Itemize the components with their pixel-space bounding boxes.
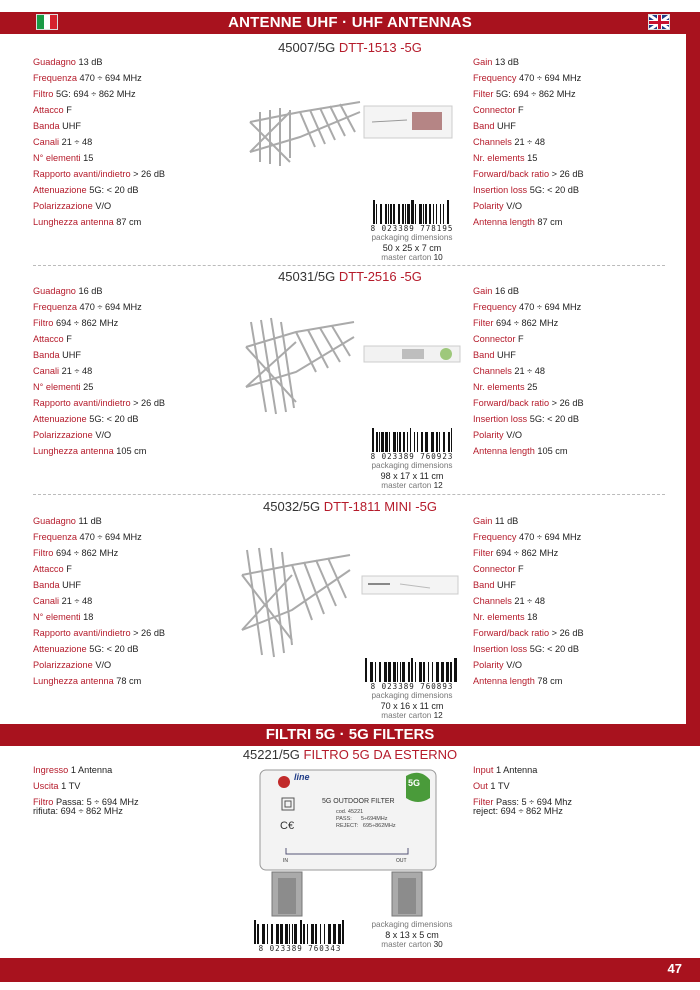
antenna-image [232, 540, 356, 670]
spec-row [473, 86, 584, 102]
spec-label: Channels [473, 366, 512, 376]
packaging-image [360, 570, 460, 607]
spec-label: Banda [33, 580, 60, 590]
spec-value: Pass: 5 ÷ 694 Mhz [495, 797, 573, 807]
spec-row [33, 529, 165, 545]
spec-value: 21 ÷ 48 [61, 137, 93, 147]
spec-label: Banda [33, 121, 60, 131]
barcode-number: 8 023389 760923 [370, 452, 454, 461]
spec-label: Guadagno [33, 57, 76, 67]
spec-row [33, 102, 165, 118]
spec-value: V/O [506, 660, 523, 670]
spec-value: 21 ÷ 48 [514, 137, 545, 147]
spec-label: Attenuazione [33, 414, 87, 424]
pack-dimensions: 50 x 25 x 7 cm [382, 243, 442, 253]
spec-label: Nr. elements [473, 382, 525, 392]
spec-label: Forward/back ratio [473, 169, 550, 179]
specs-english [473, 762, 572, 816]
spec-value: 78 cm [537, 676, 563, 686]
spec-label: Attacco [33, 564, 64, 574]
spec-row [473, 529, 584, 545]
spec-value: > 26 dB [551, 628, 584, 638]
pack-dimensions: 70 x 16 x 11 cm [380, 701, 444, 711]
spec-value: 13 dB [494, 57, 519, 67]
reject-range: rifiuta: 694 ÷ 862 MHz [33, 806, 123, 816]
product-code: 45031/5G [278, 269, 336, 284]
spec-value: 5G: 694 ÷ 862 MHz [495, 89, 576, 99]
spec-row [473, 443, 584, 459]
spec-row [473, 513, 584, 529]
spec-value: 470 ÷ 694 MHz [79, 532, 142, 542]
specs-italian [33, 513, 165, 689]
spec-row [33, 134, 165, 150]
spec-row [33, 379, 165, 395]
spec-value: 5G: < 20 dB [89, 644, 139, 654]
spec-row [33, 778, 139, 794]
spec-label: Insertion loss [473, 185, 528, 195]
product-title [0, 40, 700, 55]
carton-label: master carton [381, 711, 432, 720]
spec-value: 11 dB [494, 516, 519, 526]
pack-dimensions: 98 x 17 x 11 cm [380, 471, 444, 481]
spec-label: Lunghezza antenna [33, 446, 114, 456]
spec-value: 470 ÷ 694 MHz [79, 302, 142, 312]
spec-row [33, 609, 165, 625]
spec-label: Rapporto avanti/indietro [33, 169, 131, 179]
spec-row [33, 283, 165, 299]
spec-row [33, 577, 165, 593]
spec-row [473, 102, 584, 118]
product-name: DTT-1513 -5G [338, 40, 422, 55]
spec-label: Frequency [473, 73, 517, 83]
specs-english [473, 513, 584, 689]
spec-row [33, 513, 165, 529]
spec-label: Polarity [473, 201, 504, 211]
spec-label: Band [473, 580, 495, 590]
carton-label: master carton [381, 481, 432, 490]
spec-value: 694 ÷ 862 MHz [495, 548, 559, 558]
spec-value: F [66, 105, 72, 115]
spec-row [473, 625, 584, 641]
spec-row [33, 182, 165, 198]
spec-row [33, 86, 165, 102]
spec-value: V/O [506, 201, 523, 211]
spec-row [473, 182, 584, 198]
spec-row [33, 363, 165, 379]
spec-row [33, 641, 165, 657]
spec-label: Nr. elements [473, 612, 525, 622]
spec-row [473, 411, 584, 427]
spec-label: Channels [473, 596, 512, 606]
specs-italian [33, 283, 165, 459]
pack-dimensions: 8 x 13 x 5 cm [385, 930, 439, 940]
spec-label: Polarizzazione [33, 660, 93, 670]
spec-row [473, 778, 572, 794]
spec-label: Rapporto avanti/indietro [33, 398, 131, 408]
spec-label: Frequenza [33, 302, 77, 312]
spec-row [473, 657, 584, 673]
product-code: 45221/5G [242, 747, 300, 762]
barcode-icon [250, 920, 350, 944]
spec-label: Canali [33, 137, 60, 147]
spec-label: Frequency [473, 532, 517, 542]
spec-value: F [517, 334, 524, 344]
spec-label: Polarizzazione [33, 430, 93, 440]
spec-value: 470 ÷ 694 MHz [518, 73, 582, 83]
barcode-number: 8 023389 778195 [370, 224, 454, 233]
spec-value: > 26 dB [551, 398, 584, 408]
spec-label: Filter [473, 89, 494, 99]
spec-row [33, 427, 165, 443]
spec-value: 78 cm [116, 676, 142, 686]
antenna-image [240, 92, 370, 187]
spec-row [473, 363, 584, 379]
spec-label: Insertion loss [473, 644, 528, 654]
spec-label: Polarity [473, 430, 504, 440]
spec-value: 694 ÷ 862 MHz [55, 548, 119, 558]
product-name: FILTRO 5G DA ESTERNO [303, 747, 458, 762]
spec-value: > 26 dB [133, 628, 166, 638]
spec-row [473, 166, 584, 182]
spec-value: 5G: < 20 dB [529, 185, 579, 195]
spec-row [33, 198, 165, 214]
spec-row [473, 198, 584, 214]
spec-row [33, 411, 165, 427]
spec-value: > 26 dB [133, 169, 166, 179]
spec-label: Banda [33, 350, 60, 360]
spec-value: 87 cm [537, 217, 563, 227]
spec-label: Antenna length [473, 446, 535, 456]
side-accent-bar [686, 34, 700, 724]
spec-label: Rapporto avanti/indietro [33, 628, 131, 638]
spec-value: 1 Antenna [496, 765, 538, 775]
spec-value: UHF [497, 580, 516, 590]
spec-value: 18 [83, 612, 94, 622]
spec-value: 21 ÷ 48 [514, 366, 545, 376]
page-footer [0, 958, 700, 982]
spec-value: 470 ÷ 694 MHz [79, 73, 142, 83]
antenna-image [236, 312, 360, 427]
uk-flag-icon [648, 14, 670, 30]
spec-label: Gain [473, 516, 493, 526]
spec-value: UHF [497, 121, 516, 131]
spec-value: 15 [83, 153, 94, 163]
page-header [0, 12, 700, 34]
barcode-icon [362, 428, 462, 452]
spec-label: Uscita [33, 781, 59, 791]
packaging-image [362, 98, 454, 153]
spec-value: 1 TV [61, 781, 81, 791]
spec-row [33, 70, 165, 86]
spec-row [473, 70, 584, 86]
spec-value: 1 TV [490, 781, 510, 791]
device-pass: PASS: 5÷694MHz [336, 816, 388, 822]
spec-label: Filtro [33, 318, 54, 328]
specs-english [473, 54, 584, 230]
spec-value: 5G: < 20 dB [529, 414, 579, 424]
spec-value: 5G: < 20 dB [89, 185, 139, 195]
spec-label: Input [473, 765, 494, 775]
spec-row [473, 299, 584, 315]
spec-row [33, 593, 165, 609]
spec-label: Filter [473, 318, 494, 328]
spec-value: 470 ÷ 694 MHz [518, 532, 582, 542]
spec-label: Polarity [473, 660, 504, 670]
spec-value: 15 [527, 153, 538, 163]
spec-row [473, 283, 584, 299]
spec-value: V/O [506, 430, 523, 440]
spec-value: 694 ÷ 862 MHz [55, 318, 119, 328]
spec-row [33, 673, 165, 689]
spec-value: UHF [62, 580, 82, 590]
spec-row [33, 443, 165, 459]
spec-label: N° elementi [33, 612, 81, 622]
pack-info [362, 920, 462, 950]
pack-label: packaging dimensions [371, 233, 453, 242]
barcode-icon [362, 200, 462, 224]
spec-value: 5G: 694 ÷ 862 MHz [55, 89, 136, 99]
pack-label: packaging dimensions [371, 920, 453, 929]
spec-value: F [517, 564, 524, 574]
spec-row [33, 166, 165, 182]
spec-value: 16 dB [494, 286, 519, 296]
spec-label: Filter [473, 548, 494, 558]
spec-value: > 26 dB [551, 169, 584, 179]
spec-value: V/O [95, 201, 112, 211]
spec-label: Polarizzazione [33, 201, 93, 211]
spec-label: Insertion loss [473, 414, 528, 424]
spec-label: Gain [473, 286, 493, 296]
page-number: 47 [667, 961, 682, 976]
spec-label: Filtro [33, 797, 54, 807]
spec-row [33, 54, 165, 70]
in-port-label: IN [283, 858, 288, 864]
spec-value: F [66, 564, 72, 574]
spec-value: V/O [95, 660, 112, 670]
spec-label: N° elementi [33, 153, 81, 163]
spec-row [473, 331, 584, 347]
spec-value: UHF [62, 350, 82, 360]
spec-value: 470 ÷ 694 MHz [518, 302, 582, 312]
spec-value: UHF [497, 350, 516, 360]
spec-row [473, 214, 584, 230]
divider [33, 494, 665, 495]
spec-value: 21 ÷ 48 [514, 596, 545, 606]
spec-row [473, 118, 584, 134]
spec-row [33, 214, 165, 230]
spec-label: Guadagno [33, 516, 76, 526]
spec-row [33, 331, 165, 347]
spec-label: Channels [473, 137, 512, 147]
spec-row [33, 395, 165, 411]
spec-label: Attacco [33, 334, 64, 344]
packaging-image [362, 340, 462, 375]
spec-row [33, 315, 165, 331]
spec-value: 25 [83, 382, 94, 392]
spec-value: F [66, 334, 72, 344]
spec-row [473, 134, 584, 150]
device-label: 5G OUTDOOR FILTER [322, 798, 395, 805]
barcode-number: 8 023389 760343 [258, 944, 342, 953]
spec-value: Passa: 5 ÷ 694 MHz [55, 797, 139, 807]
spec-label: Ingresso [33, 765, 69, 775]
spec-label: Nr. elements [473, 153, 525, 163]
spec-row [33, 118, 165, 134]
device-reject: REJECT: 695÷862MHz [336, 823, 396, 829]
carton-qty: 12 [433, 481, 443, 490]
spec-label: Forward/back ratio [473, 398, 550, 408]
specs-english [473, 283, 584, 459]
spec-label: Attacco [33, 105, 64, 115]
spec-value: 105 cm [537, 446, 568, 456]
spec-row [33, 545, 165, 561]
spec-row [33, 625, 165, 641]
spec-label: Out [473, 781, 488, 791]
page-title: ANTENNE UHF · UHF ANTENNAS [228, 14, 472, 31]
spec-value: 105 cm [116, 446, 147, 456]
spec-label: Connector [473, 564, 516, 574]
pack-label: packaging dimensions [371, 461, 453, 470]
product-name: DTT-1811 MINI -5G [323, 499, 437, 514]
5g-badge: 5G [408, 778, 421, 788]
reject-range: reject: 694 ÷ 862 MHz [473, 806, 563, 816]
spec-value: V/O [95, 430, 112, 440]
spec-label: Connector [473, 105, 516, 115]
spec-label: Band [473, 121, 495, 131]
product-code: 45007/5G [278, 40, 336, 55]
spec-row [473, 641, 584, 657]
spec-label: Frequenza [33, 532, 77, 542]
product-title [0, 499, 700, 514]
spec-value: 5G: < 20 dB [529, 644, 579, 654]
ce-mark-icon: C€ [280, 820, 295, 832]
product-code: 45032/5G [263, 499, 321, 514]
spec-row [473, 577, 584, 593]
spec-value: 694 ÷ 862 MHz [495, 318, 559, 328]
spec-label: Gain [473, 57, 493, 67]
specs-italian [33, 54, 165, 230]
spec-row [473, 347, 584, 363]
device-code: cod. 45221 [336, 809, 364, 815]
spec-label: Attenuazione [33, 644, 87, 654]
spec-value: 1 Antenna [70, 765, 113, 775]
pack-label: packaging dimensions [371, 691, 453, 700]
spec-row [473, 762, 572, 778]
brand-logo: line [294, 772, 310, 782]
spec-label: Lunghezza antenna [33, 676, 114, 686]
spec-value: 21 ÷ 48 [61, 366, 93, 376]
spec-label: Attenuazione [33, 185, 87, 195]
barcode-block [250, 920, 350, 953]
spec-row [33, 561, 165, 577]
spec-row [473, 561, 584, 577]
out-port-label: OUT [396, 858, 407, 864]
barcode-block [362, 658, 462, 721]
barcode-icon [362, 658, 462, 682]
product-title [0, 269, 700, 284]
spec-label: Canali [33, 366, 60, 376]
spec-row [473, 395, 584, 411]
spec-label: Antenna length [473, 676, 535, 686]
spec-row [473, 379, 584, 395]
spec-label: Frequency [473, 302, 517, 312]
spec-value: 13 dB [78, 57, 103, 67]
spec-value: F [517, 105, 524, 115]
product-name: DTT-2516 -5G [338, 269, 422, 284]
barcode-block [362, 200, 462, 263]
spec-value: 25 [527, 382, 538, 392]
spec-value: > 26 dB [133, 398, 166, 408]
section-title: FILTRI 5G · 5G FILTERS [265, 726, 435, 743]
specs-italian [33, 762, 139, 816]
spec-row [33, 347, 165, 363]
spec-row [473, 427, 584, 443]
spec-label: Filtro [33, 89, 54, 99]
spec-value: 18 [527, 612, 538, 622]
spec-label: Connector [473, 334, 516, 344]
carton-label: master carton [381, 940, 432, 949]
spec-label: N° elementi [33, 382, 81, 392]
spec-row [473, 673, 584, 689]
spec-label: Guadagno [33, 286, 76, 296]
spec-row [473, 54, 584, 70]
spec-row [33, 657, 165, 673]
spec-label: Band [473, 350, 495, 360]
barcode-number: 8 023389 760893 [370, 682, 454, 691]
spec-row [473, 315, 584, 331]
spec-value: 11 dB [78, 516, 102, 526]
spec-value: 5G: < 20 dB [89, 414, 139, 424]
spec-value: UHF [62, 121, 82, 131]
spec-row [33, 762, 139, 778]
spec-label: Lunghezza antenna [33, 217, 114, 227]
spec-label: Antenna length [473, 217, 535, 227]
barcode-block [362, 428, 462, 491]
spec-value: 21 ÷ 48 [61, 596, 93, 606]
spec-label: Filtro [33, 548, 54, 558]
carton-qty: 12 [433, 711, 443, 720]
filter-device-image [258, 768, 438, 918]
section-header [0, 724, 700, 746]
spec-row [473, 609, 584, 625]
spec-label: Frequenza [33, 73, 77, 83]
spec-row [33, 150, 165, 166]
spec-row [33, 299, 165, 315]
carton-qty: 10 [433, 253, 443, 262]
spec-row [473, 150, 584, 166]
carton-label: master carton [381, 253, 432, 262]
carton-qty: 30 [433, 940, 443, 949]
spec-label: Canali [33, 596, 60, 606]
spec-label: Filter [473, 797, 494, 807]
spec-value: 87 cm [116, 217, 142, 227]
spec-row [473, 545, 584, 561]
spec-row [473, 593, 584, 609]
product-title [0, 747, 700, 762]
divider [33, 265, 665, 266]
spec-value: 16 dB [78, 286, 103, 296]
spec-label: Forward/back ratio [473, 628, 550, 638]
